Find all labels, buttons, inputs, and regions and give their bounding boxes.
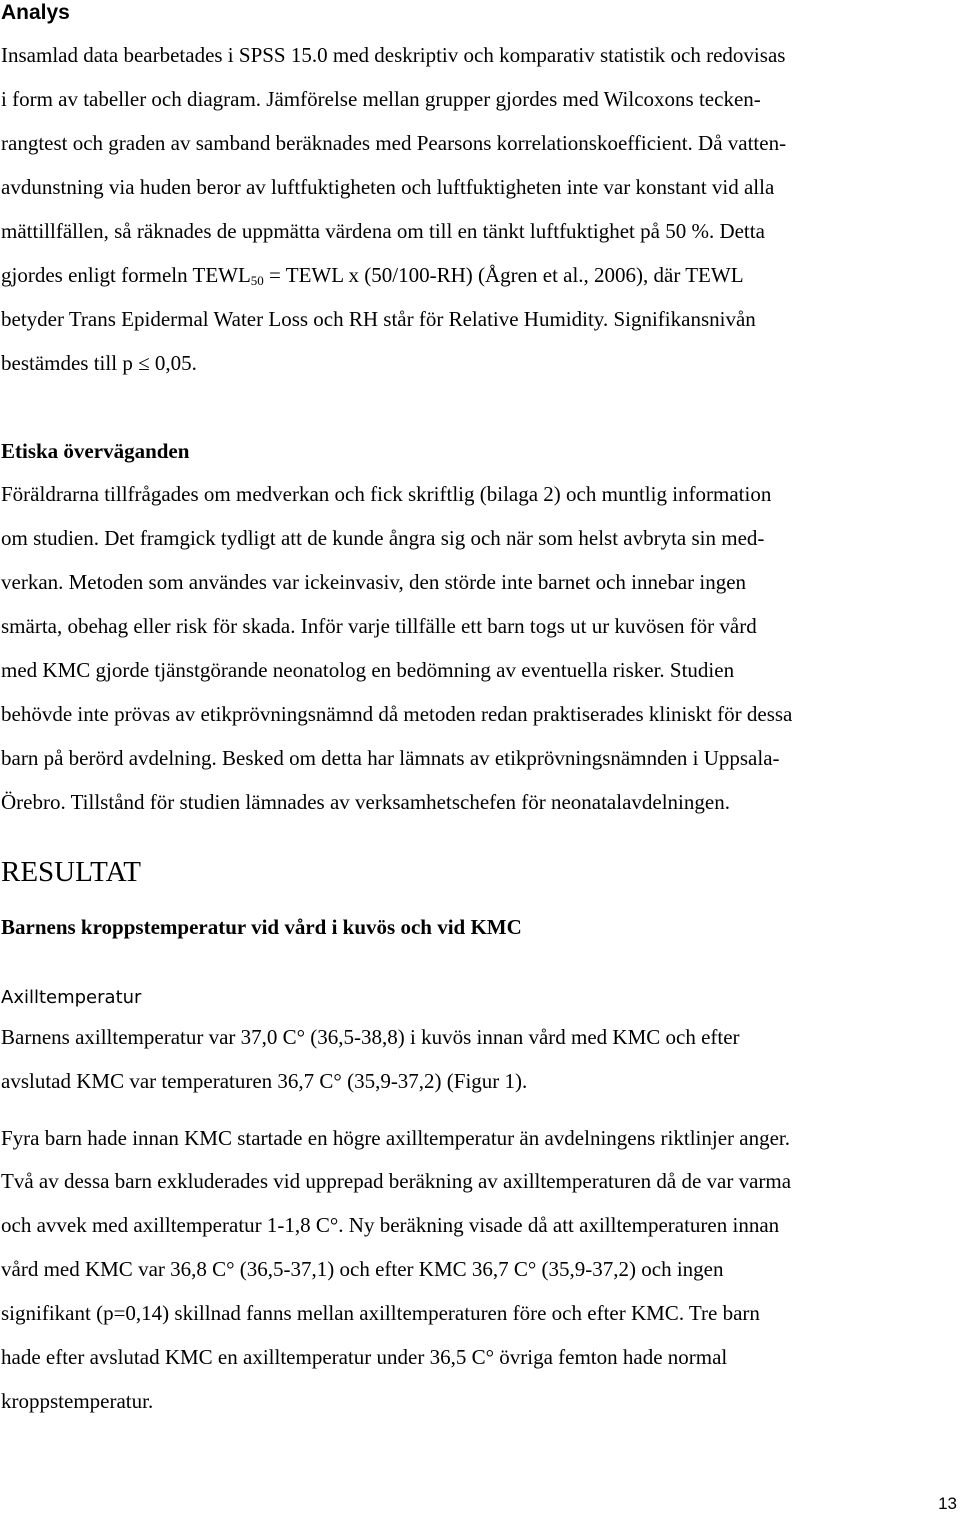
paragraph-line: med KMC gjorde tjänstgörande neonatolog en bedömning av eventuella risker. Studien [1, 658, 735, 682]
formula-line [1, 262, 744, 288]
subheading-kroppstemperatur: Barnens kroppstemperatur vid vård i kuvös och vid KMC [1, 915, 522, 939]
formula-pre: gjordes enligt formeln TEWL [1, 263, 251, 287]
formula-post: = TEWL x (50/100-RH) (Ågren et al., 2006), där TEWL [263, 263, 744, 287]
paragraph-line: avdunstning via huden beror av luftfuktigheten och luftfuktigheten inte var konstant vid alla [1, 175, 775, 199]
paragraph-line: bestämdes till p ≤ 0,05. [1, 351, 197, 375]
page-number: 13 [938, 1494, 957, 1513]
paragraph-line: smärta, obehag eller risk för skada. Inför varje tillfälle ett barn togs ut ur kuvösen för vård [1, 614, 757, 638]
paragraph-line: kroppstemperatur. [1, 1389, 154, 1413]
paragraph-line: rangtest och graden av samband beräknades med Pearsons korrelationskoefficient. Då vatten- [1, 131, 787, 155]
paragraph-line: Föräldrarna tillfrågades om medverkan och fick skriftlig (bilaga 2) och muntlig information [1, 482, 772, 506]
paragraph-line: vård med KMC var 36,8 C° (36,5-37,1) och efter KMC 36,7 C° (35,9-37,2) och ingen [1, 1257, 724, 1281]
paragraph-line: barn på berörd avdelning. Besked om detta har lämnats av etikprövningsnämnden i Uppsala- [1, 746, 780, 770]
paragraph-line: om studien. Det framgick tydligt att de kunde ångra sig och när som helst avbryta sin med- [1, 526, 765, 550]
paragraph-line: och avvek med axilltemperatur 1-1,8 C°. Ny beräkning visade då att axilltemperaturen innan [1, 1213, 780, 1237]
formula-subscript: 50 [250, 273, 264, 288]
paragraph-line: betyder Trans Epidermal Water Loss och RH står för Relative Humidity. Signifikansnivån [1, 307, 756, 331]
paragraph-line: hade efter avslutad KMC en axilltemperatur under 36,5 C° övriga femton hade normal [1, 1345, 728, 1369]
paragraph-line: verkan. Metoden som användes var ickeinvasiv, den störde inte barnet och innebar ingen [1, 570, 747, 594]
section-heading-resultat: RESULTAT [1, 856, 142, 888]
paragraph-line: Insamlad data bearbetades i SPSS 15.0 med deskriptiv och komparativ statistik och redovisas [1, 43, 786, 67]
paragraph-line: Fyra barn hade innan KMC startade en högre axilltemperatur än avdelningens riktlinjer anger. [1, 1126, 790, 1150]
paragraph-line: i form av tabeller och diagram. Jämförelse mellan grupper gjordes med Wilcoxons tecken- [1, 87, 761, 111]
subheading-axilltemperatur: Axilltemperatur [1, 987, 142, 1008]
paragraph-line: avslutad KMC var temperaturen 36,7 C° (35,9-37,2) (Figur 1). [1, 1069, 528, 1093]
paragraph-line: Örebro. Tillstånd för studien lämnades av verksamhetschefen för neonatalavdelningen. [1, 790, 730, 814]
section-heading-analys: Analys [1, 1, 70, 24]
paragraph-line: behövde inte prövas av etikprövningsnämnd då metoden redan praktiserades kliniskt för dessa [1, 702, 793, 726]
paragraph-line: Två av dessa barn exkluderades vid upprepad beräkning av axilltemperaturen då de var varma [1, 1169, 792, 1193]
paragraph-line: signifikant (p=0,14) skillnad fanns mellan axilltemperaturen före och efter KMC. Tre barn [1, 1301, 760, 1325]
paragraph-line: Barnens axilltemperatur var 37,0 C° (36,5-38,8) i kuvös innan vård med KMC och efter [1, 1025, 740, 1049]
section-heading-etik: Etiska överväganden [1, 439, 190, 463]
paragraph-line: mättillfällen, så räknades de uppmätta värdena om till en tänkt luftfuktighet på 50 %. Detta [1, 219, 765, 243]
